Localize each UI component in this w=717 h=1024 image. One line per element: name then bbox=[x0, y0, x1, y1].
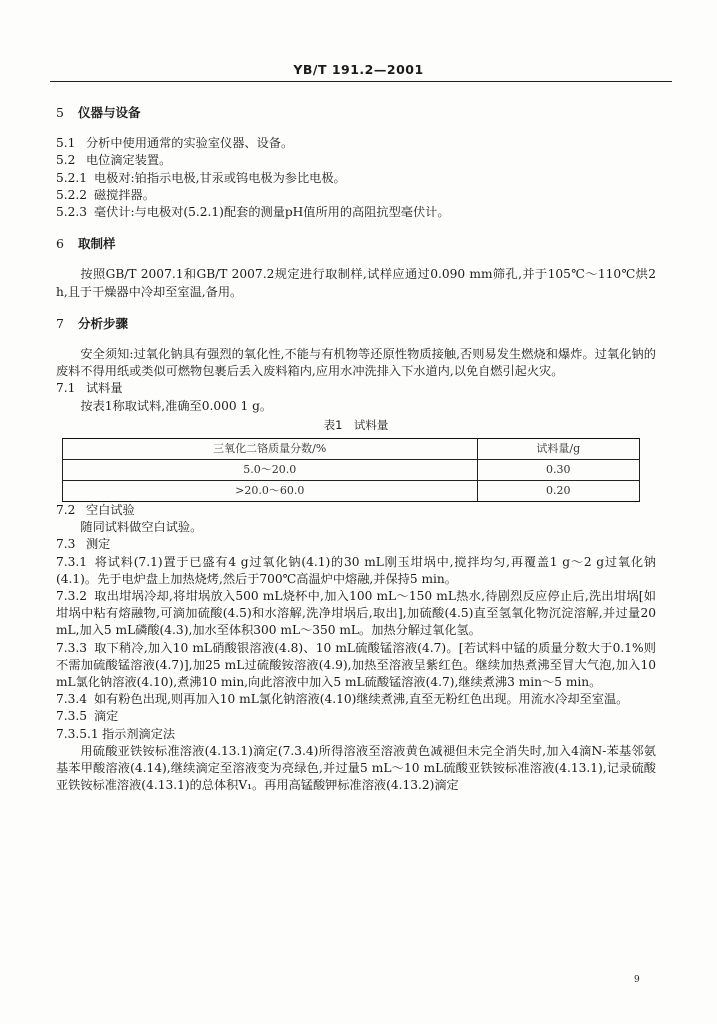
table-header-cell: 试料量/g bbox=[477, 439, 639, 460]
clause-title: 滴定 bbox=[94, 709, 119, 724]
clause-5-2 bbox=[56, 152, 656, 169]
sample-mass-table bbox=[62, 438, 640, 502]
clause-title: 指示剂滴定法 bbox=[102, 726, 176, 741]
clause-7-1 bbox=[56, 380, 656, 397]
clause-7-3-5 bbox=[56, 708, 656, 725]
clause-number: 7.2 bbox=[56, 503, 76, 518]
table-cell: >20.0～60.0 bbox=[63, 481, 478, 502]
clause-title: 试料量 bbox=[86, 381, 123, 396]
standard-number-header: YB/T 191.2—2001 bbox=[293, 62, 424, 77]
clause-number: 7.3.5.1 bbox=[56, 726, 99, 741]
clause-number: 7.3.5 bbox=[56, 709, 88, 724]
clause-number: 7.3.1 bbox=[56, 554, 88, 569]
clause-number: 7.3.2 bbox=[56, 589, 88, 604]
clause-7-3-5-1 bbox=[56, 726, 656, 743]
clause-7-3 bbox=[56, 536, 656, 553]
clause-7-3-4 bbox=[56, 691, 656, 708]
clause-title: 空白试验 bbox=[86, 503, 135, 518]
section-title: 取制样 bbox=[78, 236, 116, 252]
section-number: 5 bbox=[56, 105, 64, 120]
page-number: 9 bbox=[634, 975, 640, 985]
clause-7-3-1 bbox=[56, 554, 656, 588]
clause-5-2-2 bbox=[56, 187, 656, 204]
section-title: 分析步骤 bbox=[78, 315, 129, 331]
page-content bbox=[56, 104, 656, 795]
clause-7-2 bbox=[56, 502, 656, 519]
section-title: 仪器与设备 bbox=[78, 105, 141, 120]
safety-notice: 安全须知:过氧化钠具有强烈的氧化性,不能与有机物等还原性物质接触,否则易发生燃烧和爆炸。过氧化钠的废料不得用纸或类似可燃物包裹后丢入废料箱内,应用水冲洗排入下水道内,以免自燃引起火灾。 bbox=[56, 347, 656, 379]
clause-number: 5.2.3 bbox=[56, 205, 88, 220]
sampling-paragraph: 按照GB/T 2007.1和GB/T 2007.2规定进行取制样,试样应通过0.090 mm筛孔,并于105℃～110℃烘2 h,且于干燥器中冷却至室温,备用。 bbox=[56, 267, 656, 299]
clause-number: 5.2.2 bbox=[56, 187, 88, 202]
clause-number: 5.1 bbox=[56, 136, 76, 151]
section-number: 7 bbox=[56, 315, 64, 331]
clause-text: 毫伏计:与电极对(5.2.1)配套的测量pH值所用的高阻抗型毫伏计。 bbox=[94, 205, 450, 220]
clause-5-1 bbox=[56, 135, 656, 152]
clause-number: 5.2 bbox=[56, 153, 76, 168]
clause-text: 磁搅拌器。 bbox=[94, 187, 155, 202]
section-number: 6 bbox=[56, 236, 64, 252]
table-caption: 表1 试料量 bbox=[323, 417, 389, 432]
blank-test-paragraph: 随同试料做空白试验。 bbox=[80, 520, 203, 535]
clause-7-3-3 bbox=[56, 640, 656, 692]
clause-text: 如有粉色出现,则再加入10 mL氯化钠溶液(4.10)继续煮沸,直至无粉红色出现。用流水冷却至室温。 bbox=[94, 692, 629, 707]
table-row bbox=[63, 460, 640, 481]
clause-7-3-2 bbox=[56, 588, 656, 640]
clause-text: 电极对:铂指示电极,甘汞或钨电极为参比电极。 bbox=[94, 170, 346, 185]
clause-number: 7.3.4 bbox=[56, 692, 88, 707]
table-cell: 0.20 bbox=[477, 481, 639, 502]
clause-text: 取下稍冷,加入10 mL硝酸银溶液(4.8)、10 mL硫酸锰溶液(4.7)。[若试料中锰的质量分数大于0.1%则不需加硫酸锰溶液(4.7)],加25 mL过硫酸铵溶液(4.9),加热至溶液呈紫红色。继续加热煮沸至冒大气泡,加入10 mL氯化钠溶液(4.10),煮沸10 min,向此溶液中加入5 mL硫酸锰溶液(4.7),继续煮沸3 min～5 min。 bbox=[56, 640, 656, 690]
clause-5-2-1 bbox=[56, 170, 656, 187]
section-5-heading bbox=[56, 104, 656, 121]
clause-number: 7.1 bbox=[56, 381, 76, 396]
table-header-cell: 三氧化二铬质量分数/% bbox=[63, 439, 478, 460]
header-rule bbox=[50, 81, 672, 82]
indicator-titration-paragraph: 用硫酸亚铁铵标准溶液(4.13.1)滴定(7.3.4)所得溶液至溶液黄色减褪但未完全消失时,加入4滴N-苯基邻氨基苯甲酸溶液(4.14),继续滴定至溶液变为亮绿色,并过量5 mL～10 mL硫酸亚铁铵标准溶液(4.13.1),记录硫酸亚铁铵标准溶液(4.13.1)的总体积V₁。再用高锰酸钾标准溶液(4.13.2)滴定 bbox=[56, 743, 656, 793]
table-row bbox=[63, 481, 640, 502]
clause-number: 5.2.1 bbox=[56, 170, 88, 185]
table-cell: 5.0～20.0 bbox=[63, 460, 478, 481]
clause-number: 7.3 bbox=[56, 537, 76, 552]
table-header-row bbox=[63, 439, 640, 460]
clause-text: 分析中使用通常的实验室仪器、设备。 bbox=[86, 136, 294, 151]
clause-text: 将试料(7.1)置于已盛有4 g过氧化钠(4.1)的30 mL刚玉坩埚中,搅拌均匀,再覆盖1 g～2 g过氧化钠(4.1)。先于电炉盘上加热烧烤,然后于700℃高温炉中熔融,并保持5 min。 bbox=[56, 554, 656, 586]
clause-title: 测定 bbox=[86, 537, 111, 552]
section-6-heading bbox=[56, 235, 656, 252]
clause-5-2-3 bbox=[56, 204, 656, 221]
sample-mass-paragraph: 按表1称取试料,准确至0.000 1 g。 bbox=[80, 398, 273, 413]
clause-text: 电位滴定装置。 bbox=[86, 153, 172, 168]
table-cell: 0.30 bbox=[477, 460, 639, 481]
clause-number: 7.3.3 bbox=[56, 640, 88, 655]
clause-text: 取出坩埚冷却,将坩埚放入500 mL烧杯中,加入100 mL～150 mL热水,待剧烈反应停止后,洗出坩埚[如坩埚中粘有熔融物,可滴加硫酸(4.5)和水溶解,洗净坩埚后,取出],加硫酸(4.5)直至氢氧化物沉淀溶解,并过量20 mL,加入5 mL磷酸(4.3),加水至体积300 mL～350 mL。加热分解过氧化氢。 bbox=[56, 589, 656, 638]
section-7-heading bbox=[56, 315, 656, 332]
